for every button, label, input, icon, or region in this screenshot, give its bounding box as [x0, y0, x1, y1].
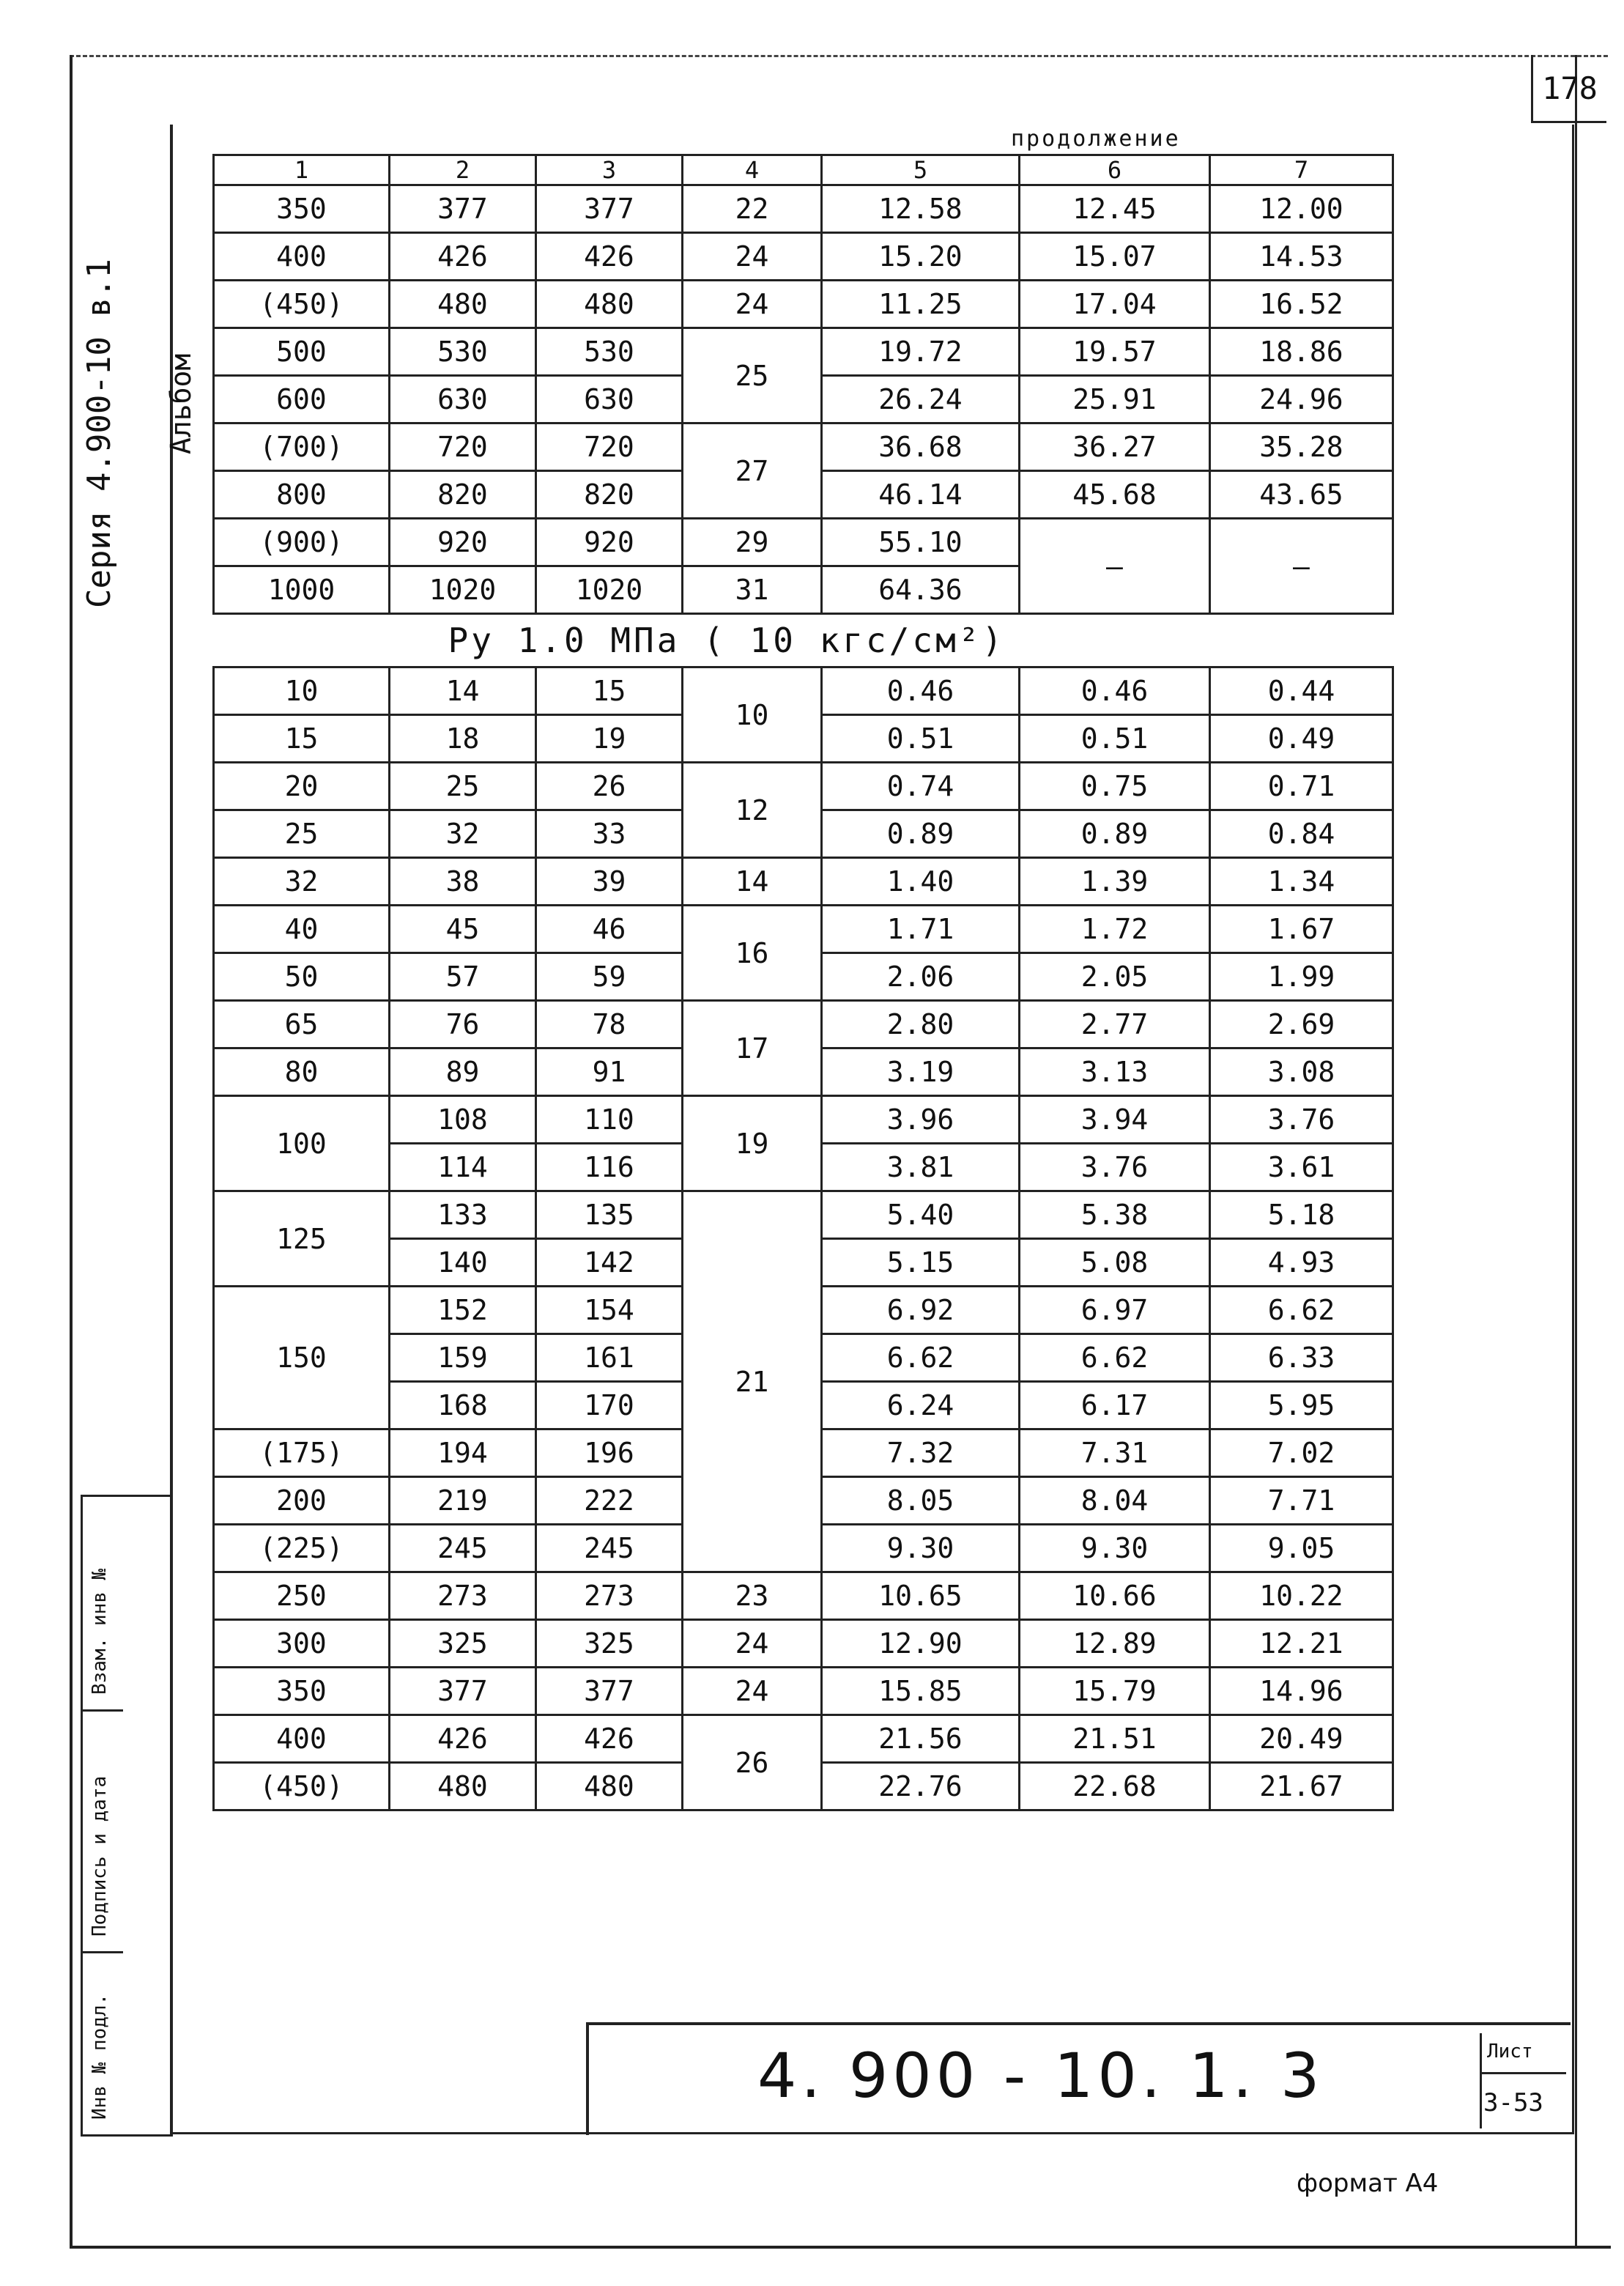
table-cell: 0.51 [822, 715, 1020, 763]
table-cell: (900) [214, 519, 390, 566]
table-cell: 530 [536, 328, 683, 376]
table-row [214, 519, 1393, 566]
table-cell: 5.08 [1020, 1239, 1210, 1287]
table-cell: 50 [214, 953, 390, 1001]
table-row [214, 906, 1393, 953]
col-header: 2 [390, 155, 536, 185]
sheet-page: 3-53 [1483, 2088, 1543, 2117]
table-cell: 24 [683, 281, 822, 328]
table-cell: 19.57 [1020, 328, 1210, 376]
album-label: Альбом [165, 353, 197, 454]
side-stamp-strip [81, 1495, 173, 2137]
table-cell: 5.18 [1210, 1191, 1393, 1239]
continuation-label: продолжение [1011, 126, 1181, 152]
table-cell: 6.62 [822, 1334, 1020, 1382]
table-cell: 273 [390, 1572, 536, 1620]
table-cell: 7.71 [1210, 1477, 1393, 1525]
table-cell: 3.81 [822, 1144, 1020, 1191]
table-cell: 1.99 [1210, 953, 1393, 1001]
table-cell: 530 [390, 328, 536, 376]
table-row [214, 763, 1393, 810]
table-cell: 273 [536, 1572, 683, 1620]
table-cell: 426 [536, 233, 683, 281]
table-row [214, 1668, 1393, 1715]
table-cell: (450) [214, 281, 390, 328]
table-cell: 9.05 [1210, 1525, 1393, 1572]
table-cell: 1000 [214, 566, 390, 614]
table-cell: 20.49 [1210, 1715, 1393, 1763]
table-cell: 12.45 [1020, 185, 1210, 233]
table-cell: 820 [536, 471, 683, 519]
table-cell: 245 [536, 1525, 683, 1572]
table-cell: 600 [214, 376, 390, 423]
table-cell: 377 [390, 185, 536, 233]
table-cell: 21 [683, 1191, 822, 1572]
table-cell: 43.65 [1210, 471, 1393, 519]
table-cell: 12.00 [1210, 185, 1393, 233]
table-cell: 8.04 [1020, 1477, 1210, 1525]
table-cell: 720 [536, 423, 683, 471]
table-cell: 377 [536, 185, 683, 233]
table-cell: 152 [390, 1287, 536, 1334]
table-cell: 32 [214, 858, 390, 906]
table-cell: 0.44 [1210, 667, 1393, 715]
table-cell: 1020 [536, 566, 683, 614]
table-cell: 154 [536, 1287, 683, 1334]
table-cell: 10 [683, 667, 822, 763]
table-cell: 45.68 [1020, 471, 1210, 519]
col-header: 1 [214, 155, 390, 185]
table-cell: 2.77 [1020, 1001, 1210, 1048]
table-cell: 24 [683, 1620, 822, 1668]
table-cell: 2.05 [1020, 953, 1210, 1001]
table-cell: 8.05 [822, 1477, 1020, 1525]
side-cell-sign [83, 1709, 123, 1953]
frame-right-border [1575, 55, 1577, 2246]
table-cell: 0.49 [1210, 715, 1393, 763]
table-cell: 55.10 [822, 519, 1020, 566]
side-label-inv: Инв № подл. [89, 1993, 111, 2120]
table-cell: 33 [536, 810, 683, 858]
table-cell: 45 [390, 906, 536, 953]
table-cell: 80 [214, 1048, 390, 1096]
table-cell: 15 [536, 667, 683, 715]
sheet-box-divider [1480, 2072, 1566, 2074]
table-cell: 12.21 [1210, 1620, 1393, 1668]
table-cell: 10.65 [822, 1572, 1020, 1620]
table-cell: 5.40 [822, 1191, 1020, 1239]
table-cell: 14 [683, 858, 822, 906]
table-cell: 168 [390, 1382, 536, 1429]
table-cell: 25.91 [1020, 376, 1210, 423]
table-cell: 480 [390, 1763, 536, 1810]
sheet-label: Лист [1487, 2041, 1533, 2063]
table-cell: 426 [390, 1715, 536, 1763]
table-cell: 15.85 [822, 1668, 1020, 1715]
table-cell: 10 [214, 667, 390, 715]
table-cell: 23 [683, 1572, 822, 1620]
table-cell: 200 [214, 1477, 390, 1525]
table-cell: 25 [683, 328, 822, 423]
header-row [214, 155, 1393, 185]
table-cell: 11.25 [822, 281, 1020, 328]
table-cell: 26.24 [822, 376, 1020, 423]
table-cell: 142 [536, 1239, 683, 1287]
table-cell: 245 [390, 1525, 536, 1572]
table-cell: 2.06 [822, 953, 1020, 1001]
table-cell: 22.68 [1020, 1763, 1210, 1810]
table-cell: 19 [536, 715, 683, 763]
table-cell: 6.62 [1210, 1287, 1393, 1334]
table-cell: 19.72 [822, 328, 1020, 376]
table-cell: 7.32 [822, 1429, 1020, 1477]
table-cell: 6.24 [822, 1382, 1020, 1429]
table-cell: 480 [536, 1763, 683, 1810]
table-cell: 161 [536, 1334, 683, 1382]
table-cell: 10.66 [1020, 1572, 1210, 1620]
table-cell: — [1020, 519, 1210, 614]
table-cell: 40 [214, 906, 390, 953]
table-cell: (175) [214, 1429, 390, 1477]
table-cell: 350 [214, 185, 390, 233]
table-cell: (225) [214, 1525, 390, 1572]
table-cell: 26 [536, 763, 683, 810]
table-cell: 6.17 [1020, 1382, 1210, 1429]
table-cell: 3.76 [1210, 1096, 1393, 1144]
table-cell: 3.94 [1020, 1096, 1210, 1144]
table-cell: 12 [683, 763, 822, 858]
table-cell: 21.67 [1210, 1763, 1393, 1810]
table-cell: 0.75 [1020, 763, 1210, 810]
table-cell: 3.08 [1210, 1048, 1393, 1096]
table-cell: 3.61 [1210, 1144, 1393, 1191]
table-cell: 59 [536, 953, 683, 1001]
table-cell: 2.80 [822, 1001, 1020, 1048]
table-cell: 36.68 [822, 423, 1020, 471]
table-cell: 377 [390, 1668, 536, 1715]
table-cell: 426 [536, 1715, 683, 1763]
table-cell: 1.34 [1210, 858, 1393, 906]
col-header: 7 [1210, 155, 1393, 185]
table-cell: 1.40 [822, 858, 1020, 906]
table-cell: 32 [390, 810, 536, 858]
table-cell: 125 [214, 1191, 390, 1287]
table-cell: 9.30 [822, 1525, 1020, 1572]
table-row [214, 667, 1393, 715]
table-cell: 480 [536, 281, 683, 328]
series-label: Серия 4.900-10 в.1 [81, 259, 118, 608]
table-cell: 480 [390, 281, 536, 328]
table-cell: 6.33 [1210, 1334, 1393, 1382]
table-row [214, 281, 1393, 328]
table-cell: 12.90 [822, 1620, 1020, 1668]
table-cell: 250 [214, 1572, 390, 1620]
table-cell: 6.92 [822, 1287, 1020, 1334]
table-cell: 720 [390, 423, 536, 471]
table-cell: 38 [390, 858, 536, 906]
table-cell: 46 [536, 906, 683, 953]
table-row [214, 858, 1393, 906]
table-cell: 24 [683, 233, 822, 281]
table-cell: 16 [683, 906, 822, 1001]
table-cell: 16.52 [1210, 281, 1393, 328]
format-label: формат А4 [1297, 2169, 1439, 2198]
table-cell: 35.28 [1210, 423, 1393, 471]
table-cell: 7.02 [1210, 1429, 1393, 1477]
table-cell: 140 [390, 1239, 536, 1287]
document-code: 4. 900 - 10. 1. 3 [757, 2040, 1324, 2112]
table-cell: 1.39 [1020, 858, 1210, 906]
table-cell: 100 [214, 1096, 390, 1191]
table-cell: 150 [214, 1287, 390, 1429]
table-cell: 36.27 [1020, 423, 1210, 471]
side-cell-replace [83, 1497, 123, 1712]
sheet-number: 178 [1531, 55, 1606, 123]
title-block [586, 2022, 1571, 2135]
table-cell: 500 [214, 328, 390, 376]
table-cell: 325 [390, 1620, 536, 1668]
table-cell: 0.84 [1210, 810, 1393, 858]
table-cell: 5.15 [822, 1239, 1020, 1287]
col-header: 3 [536, 155, 683, 185]
table-cell: 15.79 [1020, 1668, 1210, 1715]
table-row [214, 233, 1393, 281]
table-cell: 196 [536, 1429, 683, 1477]
table-cell: 22.76 [822, 1763, 1020, 1810]
table-cell: 2.69 [1210, 1001, 1393, 1048]
table-cell: 21.56 [822, 1715, 1020, 1763]
table-cell: 12.58 [822, 185, 1020, 233]
table-cell: 6.62 [1020, 1334, 1210, 1382]
table-cell: 135 [536, 1191, 683, 1239]
table-cell: 7.31 [1020, 1429, 1210, 1477]
table-cell: 400 [214, 1715, 390, 1763]
table-cell: 78 [536, 1001, 683, 1048]
table-cell: 0.89 [822, 810, 1020, 858]
table-cell: 377 [536, 1668, 683, 1715]
table-cell: 0.46 [822, 667, 1020, 715]
table-cell: 0.74 [822, 763, 1020, 810]
table-cell: 17.04 [1020, 281, 1210, 328]
table-cell: 426 [390, 233, 536, 281]
table-cell: 400 [214, 233, 390, 281]
data-table [212, 154, 1394, 1811]
table-row [214, 328, 1393, 376]
side-cell-inv [83, 1951, 123, 2131]
table-cell: 1.71 [822, 906, 1020, 953]
table-cell: 3.13 [1020, 1048, 1210, 1096]
table-cell: 116 [536, 1144, 683, 1191]
table-cell: 25 [390, 763, 536, 810]
table-cell: 21.51 [1020, 1715, 1210, 1763]
table-row [214, 1191, 1393, 1239]
table-cell: (700) [214, 423, 390, 471]
table-cell: 920 [390, 519, 536, 566]
table-cell: 10.22 [1210, 1572, 1393, 1620]
table-cell: 300 [214, 1620, 390, 1668]
table-cell: 91 [536, 1048, 683, 1096]
table-cell: 18 [390, 715, 536, 763]
table-cell: 76 [390, 1001, 536, 1048]
table-cell: 24 [683, 1668, 822, 1715]
table-cell: 65 [214, 1001, 390, 1048]
table-row [214, 1096, 1393, 1144]
col-header: 5 [822, 155, 1020, 185]
table-cell: 39 [536, 858, 683, 906]
section-header-row [214, 614, 1393, 667]
table-cell: 18.86 [1210, 328, 1393, 376]
table-row [214, 185, 1393, 233]
table-cell: 4.93 [1210, 1239, 1393, 1287]
table-cell: 5.95 [1210, 1382, 1393, 1429]
table-cell: 108 [390, 1096, 536, 1144]
table-cell: 19 [683, 1096, 822, 1191]
table-cell: 114 [390, 1144, 536, 1191]
table-cell: 15 [214, 715, 390, 763]
table-row [214, 1001, 1393, 1048]
table-cell: 3.76 [1020, 1144, 1210, 1191]
table-cell: (450) [214, 1763, 390, 1810]
table-cell: 5.38 [1020, 1191, 1210, 1239]
table-cell: 920 [536, 519, 683, 566]
table-cell: 170 [536, 1382, 683, 1429]
table-cell: 0.71 [1210, 763, 1393, 810]
table-cell: 820 [390, 471, 536, 519]
table-cell: 350 [214, 1668, 390, 1715]
table-cell: 29 [683, 519, 822, 566]
table-cell: 219 [390, 1477, 536, 1525]
table-cell: 325 [536, 1620, 683, 1668]
table-row [214, 423, 1393, 471]
table-cell: 159 [390, 1334, 536, 1382]
table-cell: 64.36 [822, 566, 1020, 614]
table-cell: 25 [214, 810, 390, 858]
table-cell: 57 [390, 953, 536, 1001]
table-row [214, 1620, 1393, 1668]
table-cell: 17 [683, 1001, 822, 1096]
table-cell: 3.96 [822, 1096, 1020, 1144]
table-cell: 1.72 [1020, 906, 1210, 953]
table-cell: 31 [683, 566, 822, 614]
table-cell: 24.96 [1210, 376, 1393, 423]
table-cell: 22 [683, 185, 822, 233]
table-cell: 14 [390, 667, 536, 715]
table-cell: 6.97 [1020, 1287, 1210, 1334]
table-cell: 15.07 [1020, 233, 1210, 281]
side-label-sign: Подпись и дата [89, 1775, 111, 1937]
table-cell: 27 [683, 423, 822, 519]
col-header: 6 [1020, 155, 1210, 185]
table-cell: 800 [214, 471, 390, 519]
col-header: 4 [683, 155, 822, 185]
table-cell: 110 [536, 1096, 683, 1144]
table-cell: 0.46 [1020, 667, 1210, 715]
table-cell: 14.53 [1210, 233, 1393, 281]
table-cell: 46.14 [822, 471, 1020, 519]
table-cell: 3.19 [822, 1048, 1020, 1096]
pressure-section-header: Ру 1.0 МПа ( 10 кгс/см²) [214, 614, 1393, 667]
table-cell: 1.67 [1210, 906, 1393, 953]
table-cell: 222 [536, 1477, 683, 1525]
table-cell: 9.30 [1020, 1525, 1210, 1572]
table-cell: 12.89 [1020, 1620, 1210, 1668]
table-cell: 0.89 [1020, 810, 1210, 858]
table-cell: 194 [390, 1429, 536, 1477]
table-cell: 15.20 [822, 233, 1020, 281]
table-cell: 1020 [390, 566, 536, 614]
table-cell: 630 [536, 376, 683, 423]
table-cell: 14.96 [1210, 1668, 1393, 1715]
table-cell: 26 [683, 1715, 822, 1810]
side-label-replace: Взам. инв № [89, 1568, 111, 1695]
table-cell: 0.51 [1020, 715, 1210, 763]
table-cell: 20 [214, 763, 390, 810]
table-cell: 89 [390, 1048, 536, 1096]
table-cell: 630 [390, 376, 536, 423]
table-row [214, 1572, 1393, 1620]
table-row [214, 1715, 1393, 1763]
table-cell: 133 [390, 1191, 536, 1239]
table-cell: — [1210, 519, 1393, 614]
